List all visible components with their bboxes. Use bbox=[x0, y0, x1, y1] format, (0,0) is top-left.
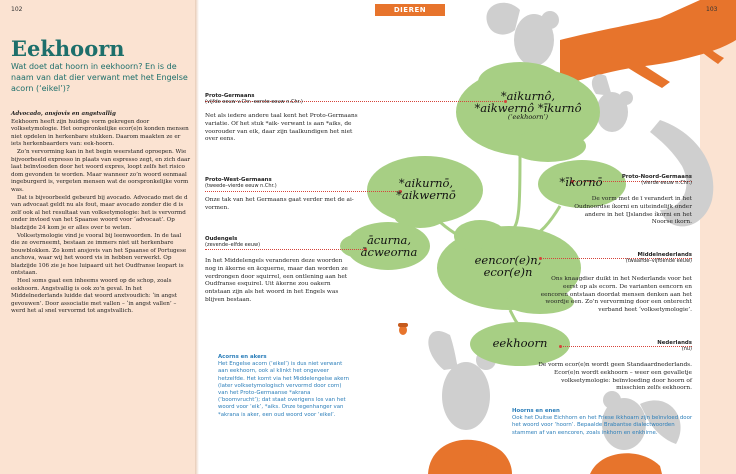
word-proto-west-germaans: *aikurnō, *aikwernō bbox=[396, 176, 456, 203]
left-body-text bbox=[11, 111, 191, 316]
sidebar-text: Het Engelse acorn (‘eikel’) is dus niet verwant aan eekhoorn, ook al klinkt het ongeveer hetzelfde. Het komt via het Middelengelse akern (later volksetymologisch vervormd door corn) van het Proto-Germaanse *akrana (‘boomvrucht’); dat staat overigens los van het woord voor ‘eik’, *aiks. Onze tegenhanger van *akrana is aker, een oud woord voor ‘eikel’. bbox=[218, 361, 350, 418]
stage-period: (nu) bbox=[681, 346, 692, 352]
stage-language: Nederlands bbox=[657, 340, 692, 346]
body-paragraph: Eekhoorn heeft zijn huidige vorm gekregen door volksetymologie. Het oorspronkelijke ecor(e)n konden mensen niet opdelen in herkenbare stukken. Daarom maakten ze er iets herkenbaarders van: eek-hoorn. bbox=[11, 118, 189, 148]
squirrel-icon bbox=[486, 3, 559, 66]
word-proto-noord-germaans: *īkornō bbox=[559, 175, 603, 189]
word-middelnederlands: eencor(e)n, ecor(e)n bbox=[474, 253, 542, 280]
sidebar-title: Hoorns en enen bbox=[512, 408, 560, 414]
stage-label-oudengels bbox=[205, 236, 260, 248]
body-paragraph: Heel soms gaat een inheems woord op de schop, zoals eekhoorn. Angstvallig is ook zo’n geval. In het Middelnederlands luidde dat woord anxtvoudich: ‘in angst gevouwen’. Door associatie met vallen – ‘in angst vallen’ – werd het al snel vervormd tot angstvallich. bbox=[11, 278, 177, 315]
stage-period: (tweede–vierde eeuw n.Chr.) bbox=[205, 183, 277, 189]
stage-text-nederlands: De vorm ecor(e)n wordt geen Standaardnederlands. Ecor(e)n wordt eekhoorn – weer een gevalletje volksetymologie: beïnvloeding door hoorn of misschien zelfs eekhoorn. bbox=[538, 362, 692, 392]
sidebar-hoorns bbox=[512, 408, 694, 437]
stage-language: Oudengels bbox=[205, 236, 238, 242]
body-paragraph: Volksetymologie vind je vooral bij leenwoorden. In de taal die ze overneemt, bestaan ze immers niet uit herkenbare bouwblokken. Zo komt ansjovis van het Spaanse of Portugese anchova, waar wij het woord vis in hebben verwerkt. Op bladzijde 106 zie je hoe luipaard uit het Oudfranse leopart is ontstaan. bbox=[11, 232, 187, 277]
section-label: DIEREN bbox=[375, 4, 445, 16]
stage-text-middelnederlands: Ons knaagdier duikt in het Nederlands voor het eerst op als ecorn. De varianten eencorn en eencoren ontstaan doordat mensen denken aan het woordje een. Zo’n vervorming door een onterecht verband heet ‘volksetymologie’. bbox=[540, 276, 692, 314]
body-paragraph: Dat is bijvoorbeeld gebeurd bij avocado. Advocado met de d van advocaat geldt nu als fout, maar avocado zonder die d is zelf ook al het resultaat van volksetymologie: het is vervormd onder invloed van het Spaanse woord voor ‘advocaat’. Op bladzijde 24 kom je er alles over te weten. bbox=[11, 194, 188, 231]
sidebar-text: Ook het Duitse Eichhorn en het Friese ikkhoarn zijn beïnvloed door het woord voor ‘hoorn’. Bepaalde Brabantse dialectwoorden stammen af van eencoren, zoals inkhorn en enkhirne. bbox=[512, 415, 693, 436]
page-number-right: 103 bbox=[706, 6, 718, 13]
acorn-icon bbox=[398, 323, 408, 335]
stage-label-proto-germaans bbox=[205, 93, 303, 105]
stage-text-proto-germaans: Net als iedere andere taal kent het Proto-Germaans variatie. Of het stuk *aik- verwant is aan *aiks, de voorouder van eik, daar zijn taalkundigen het niet over eens. bbox=[205, 113, 358, 143]
body-paragraph: Zo’n vervorming kan in het begin weerstand oproepen. Wie bijvoorbeeld expresso in plaats van espresso zegt, en zich daar laat beïnvloeden door het woord expres, loopt zelfs het risico dom gevonden te worden. Maar wanneer zo’n woord eenmaal ingeburgerd is, vergeten mensen wat de oorspronkelijke vorm was. bbox=[11, 148, 191, 193]
stage-language: Proto-West-Germaans bbox=[205, 177, 272, 183]
stage-label-nederlands bbox=[600, 340, 692, 352]
page-subtitle: Wat doet dat hoorn in eekhoorn? En is de naam van dat dier verwant met het Engelse acorn (‘eikel’)? bbox=[11, 62, 188, 93]
stage-text-proto-west-germaans: Onze tak van het Germaans gaat verder met de ai-vormen. bbox=[205, 197, 354, 211]
stage-period: (twaalfde–vijftiende eeuw) bbox=[625, 258, 692, 264]
stage-label-middelnederlands bbox=[600, 252, 692, 264]
page-number-left: 102 bbox=[11, 6, 23, 13]
stage-period: (vierde eeuw n.Chr.) bbox=[641, 180, 692, 186]
sidebar-acorns bbox=[218, 354, 350, 419]
stage-period: (zevende–elfde eeuw) bbox=[205, 242, 261, 248]
stage-text-oudengels: In het Middelengels veranderen deze woorden nog in ākerne en ācquerne, maar dan worden ze verdrongen door squirrel, een ontlening aan het Oudfranse esquirel. Uit ākerne zou oakern ontstaan zijn als het woord in het Engels was blijven bestaan. bbox=[205, 258, 348, 303]
stage-text-proto-noord-germaans: De vorm met de ī verandert in het Oudnoordse íkorni en uiteindelijk onder andere in het IJslandse íkorni en het Noorse ikorn. bbox=[574, 196, 692, 226]
word-nederlands: eekhoorn bbox=[492, 336, 548, 350]
stage-language: Proto-Noord-Germaans bbox=[621, 174, 692, 180]
body-heading: Advocado, ansjovis en angstvallig bbox=[11, 111, 116, 117]
stage-label-proto-west-germaans bbox=[205, 177, 277, 189]
sidebar-title: Acorns en akers bbox=[218, 354, 267, 360]
word-proto-germaans: *aikurnô, *aikwernô *īkurnô (‘eekhoorn’) bbox=[474, 89, 582, 122]
page-title: Eekhoorn bbox=[11, 36, 125, 61]
connector-line bbox=[205, 191, 400, 192]
stage-language: Middelnederlands bbox=[637, 252, 692, 258]
connector-line bbox=[205, 249, 365, 250]
word-oudengels: ācurna, ācweorna bbox=[360, 233, 418, 260]
stage-language: Proto-Germaans bbox=[205, 93, 255, 99]
stage-period: (vijfde eeuw v.Chr.–eerste eeuw n.Chr.) bbox=[205, 99, 303, 105]
